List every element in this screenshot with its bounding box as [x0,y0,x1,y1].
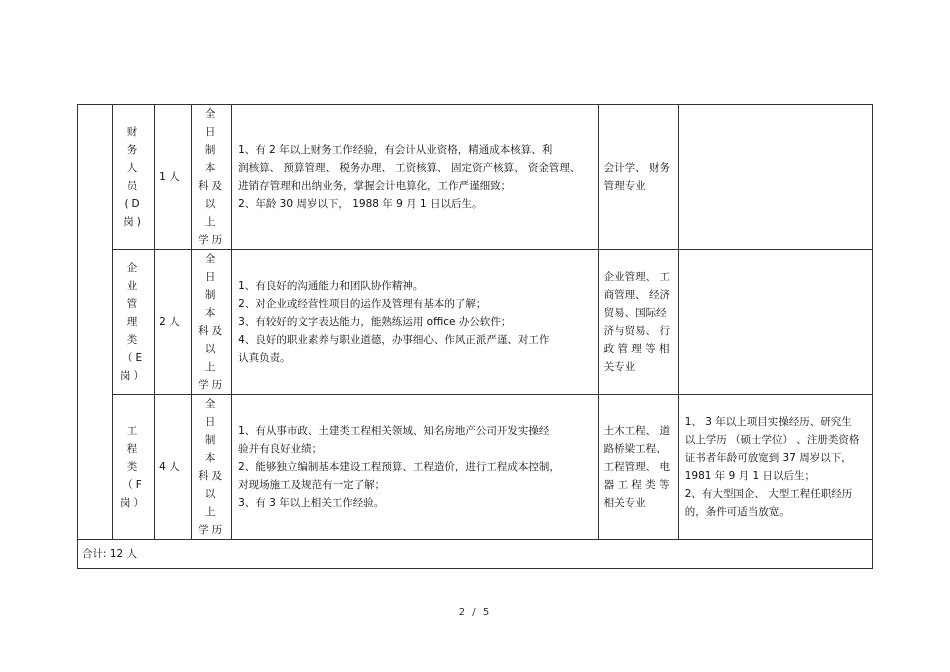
headcount-cell: 4 人 [155,395,192,540]
education-cell: 全 日 制 本 科及 以 上 学历 [192,250,232,395]
position-cell: 企 业 管 理 类（E 岗） [113,250,155,395]
total-row [78,540,873,569]
major-cell: 企业管理、 工 商管理、 经济 贸易、国际经 济与贸易、 行 政 管 理 等 相 关专业 [598,250,678,395]
requirements-cell: 1、有良好的沟通能力和团队协作精神。 2、对企业或经营性项目的运作及管理有基本的了解； 3、有较好的文字表达能力，能熟练运用 office 办公软件； 4、良好的职业素养与职业道德，办事细心、作风正派严谨、对工作 认真负责。 [232,250,598,395]
major-cell: 会计学、 财务 管理专业 [598,105,678,250]
education-cell: 全 日 制 本 科及 以 上 学历 [192,395,232,540]
recruitment-table [77,104,873,569]
major-cell: 土木工程、 道 路桥梁工程、 工程管理、 电 器 工 程 类 等 相关专业 [598,395,678,540]
page-indicator: 2 / 5 [458,607,492,618]
table-row [78,395,873,540]
table-row [78,250,873,395]
requirements-cell: 1、有 2 年以上财务工作经验，有会计从业资格，精通成本核算、利 润核算、 预算管理、 税务办理、 工资核算、 固定资产核算、 资金管理、 进销存管理和出纳业务，掌握会计电算化，工作严谨细致； 2、年龄 30 周岁以下， 1988 年 9 月 1 日以后生。 [232,105,598,250]
headcount-cell: 2 人 [155,250,192,395]
blank-category-cell [78,105,113,540]
table-row [78,105,873,250]
notes-cell: 1、 3 年以上项目实操经历、研究生 以上学历 （硕士学位） 、注册类资格 证书者年龄可放宽到 37 周岁以下， 1981 年 9 月 1 日以后生； 2、有大型国企、 大型工程任职经历 的，条件可适当放宽。 [678,395,872,540]
notes-cell [678,250,872,395]
position-cell: 工 程 类（F 岗） [113,395,155,540]
total-label: 合计: 12 人 [78,540,873,569]
position-cell: 财 务 人 员 (D 岗) [113,105,155,250]
recruitment-table-wrapper [77,104,873,569]
requirements-cell: 1、有从事市政、土建类工程相关领域、知名房地产公司开发实操经 验并有良好业绩； 2、能够独立编制基本建设工程预算、工程造价，进行工程成本控制， 对现场施工及规范有一定了解； 3、有 3 年以上相关工作经验。 [232,395,598,540]
notes-cell [678,105,872,250]
education-cell: 全 日 制 本 科及 以 上 学历 [192,105,232,250]
headcount-cell: 1 人 [155,105,192,250]
